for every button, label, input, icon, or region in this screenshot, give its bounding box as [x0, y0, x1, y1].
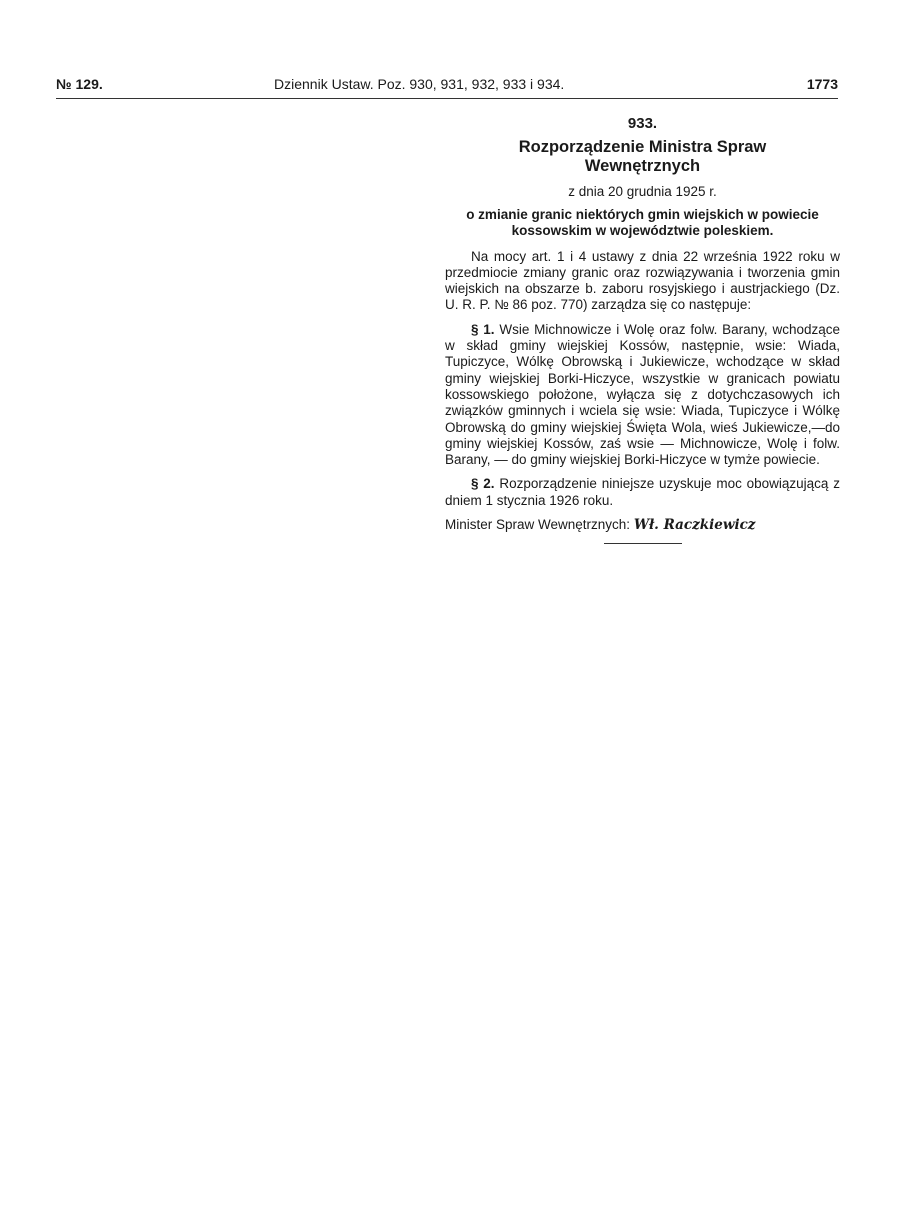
section-1 — [445, 322, 840, 469]
section-2-label: § 2. — [471, 476, 495, 492]
document-number: 933. — [627, 115, 658, 132]
end-divider — [604, 543, 682, 544]
signature-name: Wł. Raczkiewicz — [633, 517, 756, 534]
document-title: Rozporządzenie Ministra Spraw Wewnętrznych — [518, 138, 767, 176]
signature-line — [445, 517, 840, 533]
document-subject: o zmianie granic niektórych gmin wiejskich w powiecie kossowskim w województwie poleskiem. — [466, 206, 819, 238]
header-divider — [56, 98, 838, 99]
page-header — [56, 76, 838, 96]
section-1-label: § 1. — [471, 321, 495, 337]
signature-role: Minister Spraw Wewnętrznych: — [445, 517, 631, 533]
section-2-text: Rozporządzenie niniejsze uzyskuje moc obowiązującą z dniem 1 stycznia 1926 roku. — [445, 476, 840, 508]
page-number: 1773 — [806, 76, 838, 92]
document-date: z dnia 20 grudnia 1925 r. — [568, 184, 717, 200]
journal-reference: Dziennik Ustaw. Poz. 930, 931, 932, 933 i 934. — [274, 76, 565, 92]
preamble-paragraph: Na mocy art. 1 i 4 ustawy z dnia 22 września 1922 roku w przedmiocie zmiany granic oraz rozwiązywania i tworzenia gmin wiejskich na obszarze b. zaboru rosyjskiego i austrjackiego (Dz. U. R. P. № 86 poz. 770) zarządza się co następuje: — [445, 248, 840, 313]
issue-number: № 129. — [56, 76, 103, 92]
document-column — [445, 116, 840, 544]
section-2 — [445, 476, 840, 509]
section-1-text: Wsie Michnowicze i Wolę oraz folw. Barany, wchodzące w skład gminy wiejskiej Kossów, następnie, wsie: Wiada, Tupiczyce, Wólkę Obrowską i Jukiewicze, wchodzące w skład gminy wiejskiej Borki-Hiczyce, wszystkie w granicach powiatu kossowskiego położone, wyłącza się z dotychczasowych ich związków gminnych i wciela się wsie: Wiada, Tupiczyce i Wólkę Obrowską do gminy wiejskiej Święta Wola, wieś Jukiewicze,—do gminy wiejskiej Kossów, zaś wsie — Michnowicze, Wolę i folw. Barany, — do gminy wiejskiej Borki-Hiczyce w tymże powiecie. — [445, 321, 840, 468]
